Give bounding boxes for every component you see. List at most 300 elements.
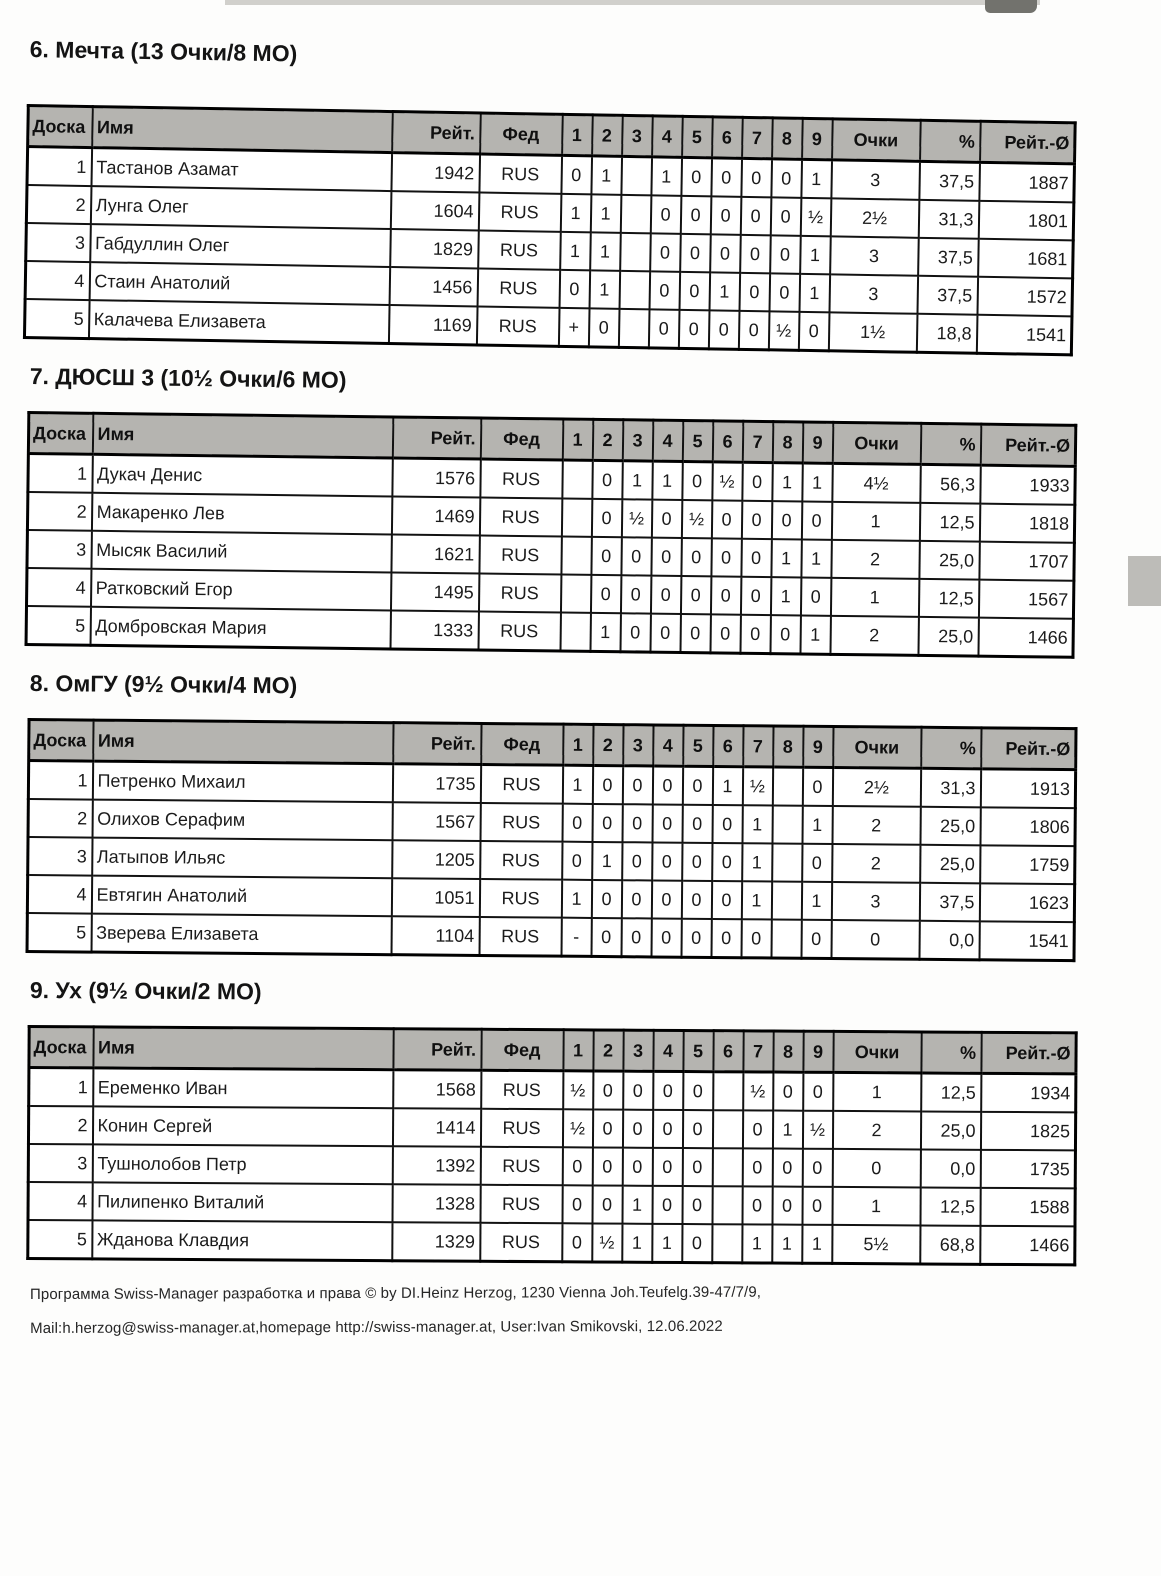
cell-board: 2 [28, 1106, 92, 1144]
cell-r4: 0 [652, 842, 682, 880]
cell-percent: 37,5 [918, 238, 979, 277]
cell-board: 4 [27, 875, 91, 914]
cell-fed: RUS [480, 1185, 562, 1224]
player-row [28, 1144, 1075, 1188]
cell-points: 4½ [832, 463, 920, 503]
column-header-r6: 6 [712, 117, 743, 158]
cell-r2: 1 [590, 194, 621, 232]
cell-r5: ½ [681, 500, 711, 538]
team-crosstable [26, 718, 1078, 962]
cell-r7: 0 [741, 501, 771, 539]
cell-fed: RUS [480, 1147, 562, 1186]
cell-board: 1 [28, 761, 92, 800]
cell-points: 3 [829, 274, 918, 313]
cell-r3: 0 [621, 880, 651, 918]
team-title: 7. ДЮСШ 3 (10½ Очки/6 МО) [29, 363, 347, 393]
cell-rating: 1942 [391, 153, 480, 193]
cell-percent: 56,3 [920, 464, 980, 503]
cell-fed: RUS [479, 154, 562, 194]
cell-r4: 0 [652, 766, 682, 805]
cell-r7: 0 [741, 919, 771, 958]
cell-fed: RUS [476, 306, 559, 346]
column-header-r8: 8 [772, 118, 803, 159]
cell-points: 1 [830, 578, 918, 617]
cell-rating: 1329 [392, 1222, 480, 1261]
team-title: 9. Ух (9½ Очки/2 МО) [29, 977, 262, 1005]
cell-points: 2 [832, 844, 920, 883]
cell-r6 [713, 1072, 743, 1111]
cell-r9: 0 [800, 577, 830, 615]
cell-r6 [712, 1224, 742, 1263]
column-header-r5: 5 [683, 1031, 713, 1072]
cell-board: 4 [25, 261, 90, 300]
cell-r9: 0 [802, 844, 832, 882]
cell-r6 [712, 1110, 742, 1148]
cell-r9: 1 [799, 274, 830, 312]
cell-r3 [620, 233, 651, 271]
cell-rating-avg: 1623 [979, 883, 1074, 922]
cell-r5: 0 [680, 234, 711, 272]
cell-percent: 37,5 [917, 276, 978, 315]
scan-artifact [985, 0, 1037, 13]
cell-r3: 0 [622, 804, 652, 842]
cell-name: Габдуллин Олег [90, 224, 391, 267]
column-header-r6: 6 [713, 725, 743, 766]
cell-r5: 0 [682, 766, 712, 805]
cell-r6: 0 [711, 500, 741, 538]
column-header-r6: 6 [713, 1031, 743, 1072]
cell-r3: 0 [622, 1148, 652, 1186]
cell-rating-avg: 1801 [978, 201, 1074, 241]
cell-r4: 0 [652, 1110, 682, 1148]
column-header-r7: 7 [742, 117, 773, 158]
cell-r8: 0 [772, 1149, 802, 1187]
cell-name: Латыпов Ильяс [92, 838, 392, 879]
cell-percent: 31,3 [920, 768, 980, 807]
cell-rating-avg: 1707 [979, 542, 1074, 581]
column-header-r9: 9 [802, 422, 832, 463]
cell-r6: 0 [708, 310, 739, 349]
cell-rating: 1567 [392, 802, 480, 841]
column-header-percent: % [921, 1032, 981, 1073]
cell-r3: 0 [623, 1071, 653, 1110]
column-header-r3: 3 [622, 420, 652, 461]
cell-rating-avg: 1541 [979, 921, 1074, 960]
cell-percent: 12,5 [921, 1073, 981, 1112]
cell-r1: 0 [559, 270, 590, 308]
column-header-board: Доска [29, 720, 93, 762]
cell-rating: 1328 [392, 1184, 480, 1223]
cell-r6: 1 [709, 272, 740, 310]
cell-r3: 0 [620, 613, 650, 652]
cell-board: 1 [27, 147, 92, 187]
cell-r9: 0 [802, 1149, 832, 1187]
cell-r1: 0 [562, 1185, 592, 1223]
cell-fed: RUS [480, 1223, 562, 1262]
cell-points: 3 [831, 882, 919, 921]
cell-fed: RUS [479, 536, 561, 575]
cell-r3: 0 [621, 918, 651, 957]
cell-r1: 0 [562, 1147, 592, 1185]
cell-percent: 37,5 [919, 883, 979, 922]
footer-line-1: Программа Swiss-Manager разработка и права © by DI.Heinz Herzog, 1230 Vienna Joh.Teufelg.39-47/7/9, [30, 1283, 762, 1303]
cell-r9: ½ [800, 198, 831, 236]
cell-r4: 0 [651, 918, 681, 957]
cell-r4: 0 [650, 195, 681, 233]
cell-points: 5½ [832, 1225, 920, 1264]
column-header-r9: 9 [803, 726, 833, 767]
cell-r5: 0 [682, 843, 712, 881]
cell-r1: 0 [562, 842, 592, 880]
cell-r7: 0 [742, 1186, 772, 1224]
cell-fed: RUS [479, 498, 561, 537]
cell-points: 2 [831, 540, 919, 579]
player-row [27, 913, 1074, 961]
cell-rating-avg: 1466 [980, 1226, 1075, 1265]
cell-board: 1 [29, 1068, 93, 1107]
cell-r1: 1 [562, 765, 592, 804]
cell-r8: 0 [770, 197, 801, 235]
cell-r1 [561, 537, 591, 575]
cell-r2: 0 [590, 575, 620, 613]
cell-r3 [618, 309, 649, 348]
cell-rating: 1104 [391, 916, 479, 955]
cell-r3: 0 [622, 842, 652, 880]
column-header-r8: 8 [772, 422, 802, 463]
column-header-r9: 9 [802, 118, 833, 159]
cell-points: 2 [832, 1111, 920, 1150]
cell-fed: RUS [481, 1070, 563, 1109]
cell-r6: 0 [711, 538, 741, 576]
cell-r7: 1 [742, 1224, 772, 1263]
cell-r7: 0 [741, 539, 771, 577]
cell-rating-avg: 1825 [980, 1112, 1075, 1151]
cell-r6: 0 [710, 576, 740, 614]
team-section [26, 975, 1161, 1267]
cell-r7: 0 [739, 273, 770, 311]
cell-r7: 0 [740, 197, 771, 235]
column-header-r1: 1 [562, 114, 593, 155]
cell-r7: 0 [740, 577, 770, 615]
cell-percent: 68,8 [920, 1225, 980, 1264]
column-header-fed: Фед [480, 418, 562, 460]
cell-board: 2 [26, 185, 91, 224]
cell-r7: 0 [738, 311, 769, 350]
cell-points: 1½ [828, 312, 917, 352]
cell-rating: 1456 [389, 267, 478, 306]
cell-name: Макаренко Лев [91, 493, 391, 535]
cell-r9: 1 [800, 236, 831, 274]
cell-r1: 0 [562, 1223, 592, 1262]
cell-r2: 0 [591, 880, 621, 918]
cell-fed: RUS [480, 764, 562, 803]
cell-r4: 0 [652, 1186, 682, 1224]
column-header-r2: 2 [592, 419, 622, 460]
cell-percent: 37,5 [919, 161, 980, 200]
cell-r6: 0 [711, 919, 741, 958]
column-header-r3: 3 [623, 725, 653, 766]
cell-name: Конин Сергей [92, 1106, 392, 1146]
cell-r8: 0 [769, 273, 800, 311]
column-header-name: Имя [92, 413, 392, 458]
cell-r2: 0 [591, 499, 621, 537]
cell-r2: 1 [590, 232, 621, 270]
team-crosstable [25, 411, 1078, 659]
cell-r4: 0 [653, 1071, 683, 1110]
cell-r5: 0 [680, 614, 710, 653]
column-header-name: Имя [93, 720, 393, 764]
cell-fed: RUS [480, 1109, 562, 1148]
column-header-fed: Фед [480, 113, 563, 155]
cell-r1: - [561, 918, 591, 957]
column-header-board: Доска [28, 413, 92, 455]
cell-r6: 0 [710, 614, 740, 653]
cell-r1: + [558, 308, 589, 347]
cell-rating: 1169 [388, 305, 477, 345]
column-header-rating-avg: Рейт.-Ø [980, 424, 1075, 466]
cell-r2: 0 [592, 1109, 622, 1147]
cell-r8: 0 [771, 501, 801, 539]
column-header-fed: Фед [481, 723, 563, 765]
cell-points: 0 [831, 920, 919, 959]
cell-rating-avg: 1806 [980, 807, 1075, 846]
cell-r5: 0 [681, 881, 711, 919]
cell-rating: 1495 [390, 572, 478, 611]
cell-name: Мысяк Василий [91, 531, 391, 573]
cell-r3 [620, 195, 651, 233]
column-header-r3: 3 [623, 1030, 653, 1071]
column-header-rating-avg: Рейт.-Ø [981, 728, 1076, 770]
cell-board: 5 [26, 606, 90, 645]
player-row [28, 1106, 1075, 1150]
cell-r2: 0 [591, 537, 621, 575]
cell-r8 [772, 843, 802, 881]
cell-fed: RUS [477, 268, 560, 307]
column-header-points: Очки [832, 422, 920, 464]
column-header-percent: % [921, 727, 981, 769]
cell-r5: 0 [679, 272, 710, 310]
cell-board: 3 [28, 837, 92, 876]
column-header-r4: 4 [652, 116, 683, 157]
cell-r9: 1 [802, 806, 832, 844]
player-row [28, 1220, 1075, 1265]
cell-board: 3 [26, 223, 91, 262]
column-header-r4: 4 [653, 725, 683, 766]
cell-board: 5 [24, 299, 89, 339]
cell-r1: 1 [561, 880, 591, 918]
cell-board: 5 [27, 913, 91, 952]
cell-percent: 25,0 [918, 617, 978, 656]
cell-r4: 0 [650, 614, 680, 653]
cell-r3: 1 [622, 461, 652, 500]
cell-r6: 0 [710, 196, 741, 234]
cell-r6: 1 [712, 766, 742, 805]
cell-r4: 0 [651, 538, 681, 576]
cell-name: Ратковский Егор [91, 569, 391, 611]
cell-r5: 0 [680, 576, 710, 614]
team-section [23, 34, 1161, 358]
cell-name: Зверева Елизавета [91, 914, 391, 955]
column-header-percent: % [920, 120, 981, 162]
cell-fed: RUS [478, 192, 561, 231]
cell-percent: 31,3 [918, 200, 979, 239]
cell-r7: 0 [742, 1110, 772, 1148]
column-header-fed: Фед [481, 1029, 563, 1071]
cell-r8: 1 [772, 1225, 802, 1264]
column-header-r4: 4 [652, 420, 682, 461]
cell-rating: 1051 [391, 878, 479, 917]
column-header-rating-avg: Рейт.-Ø [980, 121, 1076, 164]
column-header-r9: 9 [803, 1031, 833, 1072]
cell-r3 [619, 271, 650, 309]
column-header-rating: Рейт. [392, 417, 480, 459]
cell-rating-avg: 1588 [980, 1188, 1075, 1227]
cell-fed: RUS [478, 574, 560, 613]
column-header-r1: 1 [562, 419, 592, 460]
column-header-r7: 7 [743, 1031, 773, 1072]
cell-r3: 1 [622, 1186, 652, 1224]
cell-r8 [771, 881, 801, 919]
column-header-r1: 1 [563, 1030, 593, 1071]
cell-name: Жданова Клавдия [92, 1220, 392, 1260]
cell-fed: RUS [480, 841, 562, 880]
cell-r2: 1 [590, 613, 620, 652]
column-header-points: Очки [832, 119, 921, 161]
footer-line-2: Mail:h.herzog@swiss-manager.at,homepage http://swiss-manager.at, User:Ivan Smikovski, 12.06.2022 [30, 1317, 723, 1337]
cell-r5: 0 [682, 1148, 712, 1186]
column-header-percent: % [920, 423, 980, 465]
cell-r3 [621, 156, 652, 195]
cell-rating-avg: 1887 [979, 162, 1075, 202]
cell-r2: 0 [593, 1071, 623, 1110]
cell-name: Тушнолобов Петр [92, 1144, 392, 1184]
cell-r7: 0 [740, 235, 771, 273]
cell-r9: 0 [803, 1072, 833, 1111]
column-header-r6: 6 [712, 421, 742, 462]
cell-percent: 0,0 [920, 1149, 980, 1187]
cell-rating-avg: 1934 [981, 1073, 1076, 1112]
cell-name: Пилипенко Виталий [92, 1182, 392, 1222]
team-section [25, 361, 1161, 660]
cell-rating: 1392 [392, 1146, 480, 1185]
cell-r7: 0 [742, 1148, 772, 1186]
team-section [26, 668, 1161, 963]
cell-points: 0 [832, 1149, 920, 1188]
cell-r5: 0 [681, 157, 712, 196]
cell-rating-avg: 1681 [978, 239, 1074, 279]
cell-r8: 0 [770, 235, 801, 273]
cell-points: 1 [831, 502, 919, 541]
cell-r8: 0 [770, 615, 800, 654]
cell-points: 2 [832, 806, 920, 845]
cell-r1: 1 [560, 232, 591, 270]
column-header-r2: 2 [593, 1030, 623, 1071]
cell-rating: 1735 [392, 764, 480, 803]
cell-r9: 0 [801, 920, 831, 959]
cell-name: Еременко Иван [93, 1068, 393, 1108]
cell-r6: 0 [712, 843, 742, 881]
player-row [28, 1182, 1075, 1226]
cell-percent: 25,0 [920, 1111, 980, 1149]
cell-r6: 0 [711, 158, 742, 197]
cell-r7: ½ [742, 767, 772, 806]
cell-r7: 1 [742, 843, 772, 881]
cell-r9: 1 [800, 615, 830, 654]
cell-rating: 1621 [391, 534, 479, 573]
cell-r9: 0 [802, 767, 832, 806]
cell-r7: 1 [742, 805, 772, 843]
cell-r8: 0 [771, 159, 802, 198]
cell-r4: 1 [651, 157, 682, 196]
cell-r8: ½ [768, 311, 799, 350]
cell-points: 2½ [832, 768, 920, 807]
cell-name: Евтягин Анатолий [91, 876, 391, 917]
cell-r8: 0 [773, 1072, 803, 1111]
cell-r5: 0 [682, 1224, 712, 1263]
cell-r5: 0 [683, 1072, 713, 1111]
cell-r8 [771, 919, 801, 958]
cell-points: 3 [831, 160, 920, 200]
cell-points: 1 [833, 1072, 921, 1111]
cell-r9: 1 [801, 159, 832, 198]
column-header-r5: 5 [682, 421, 712, 462]
cell-r4: 1 [652, 1224, 682, 1263]
footer [30, 1282, 1161, 1337]
cell-r6 [712, 1148, 742, 1186]
cell-r1: ½ [562, 1109, 592, 1147]
cell-r9: 1 [802, 463, 832, 502]
cell-name: Петренко Михаил [92, 761, 392, 802]
cell-r4: 1 [652, 461, 682, 500]
cell-rating: 1205 [392, 840, 480, 879]
cell-r8: 1 [770, 577, 800, 615]
cell-r9: 0 [798, 312, 829, 351]
cell-rating-avg: 1759 [980, 845, 1075, 884]
cell-r2: ½ [592, 1223, 622, 1262]
column-header-name: Имя [93, 1027, 393, 1070]
cell-fed: RUS [480, 459, 562, 498]
cell-rating: 1568 [393, 1070, 481, 1109]
cell-rating: 1576 [392, 458, 480, 498]
cell-r2: 0 [592, 460, 622, 499]
cell-name: Тастанов Азамат [91, 148, 392, 191]
cell-r1 [560, 613, 590, 652]
cell-r8 [772, 767, 802, 806]
cell-r2: 0 [592, 804, 622, 842]
cell-percent: 25,0 [920, 807, 980, 846]
cell-points: 2 [830, 616, 918, 656]
cell-r3: 0 [622, 766, 652, 805]
cell-r4: 0 [648, 309, 679, 348]
team-crosstable [23, 104, 1077, 356]
cell-r8: 1 [772, 1111, 802, 1149]
cell-r5: 0 [681, 919, 711, 958]
column-header-board: Доска [29, 1027, 93, 1068]
cell-r9: 0 [802, 1187, 832, 1225]
cell-points: 1 [832, 1187, 920, 1226]
team-title: 8. ОмГУ (9½ Очки/4 МО) [29, 670, 298, 699]
cell-r8 [772, 806, 802, 844]
cell-r2: 1 [591, 156, 622, 195]
column-header-r7: 7 [742, 421, 772, 462]
cell-r1 [561, 499, 591, 537]
cell-r1 [562, 460, 592, 499]
cell-fed: RUS [478, 612, 560, 651]
cell-r9: 1 [801, 882, 831, 920]
cell-r4: 0 [651, 500, 681, 538]
cell-board: 3 [28, 1144, 92, 1182]
cell-r4: 0 [650, 233, 681, 271]
